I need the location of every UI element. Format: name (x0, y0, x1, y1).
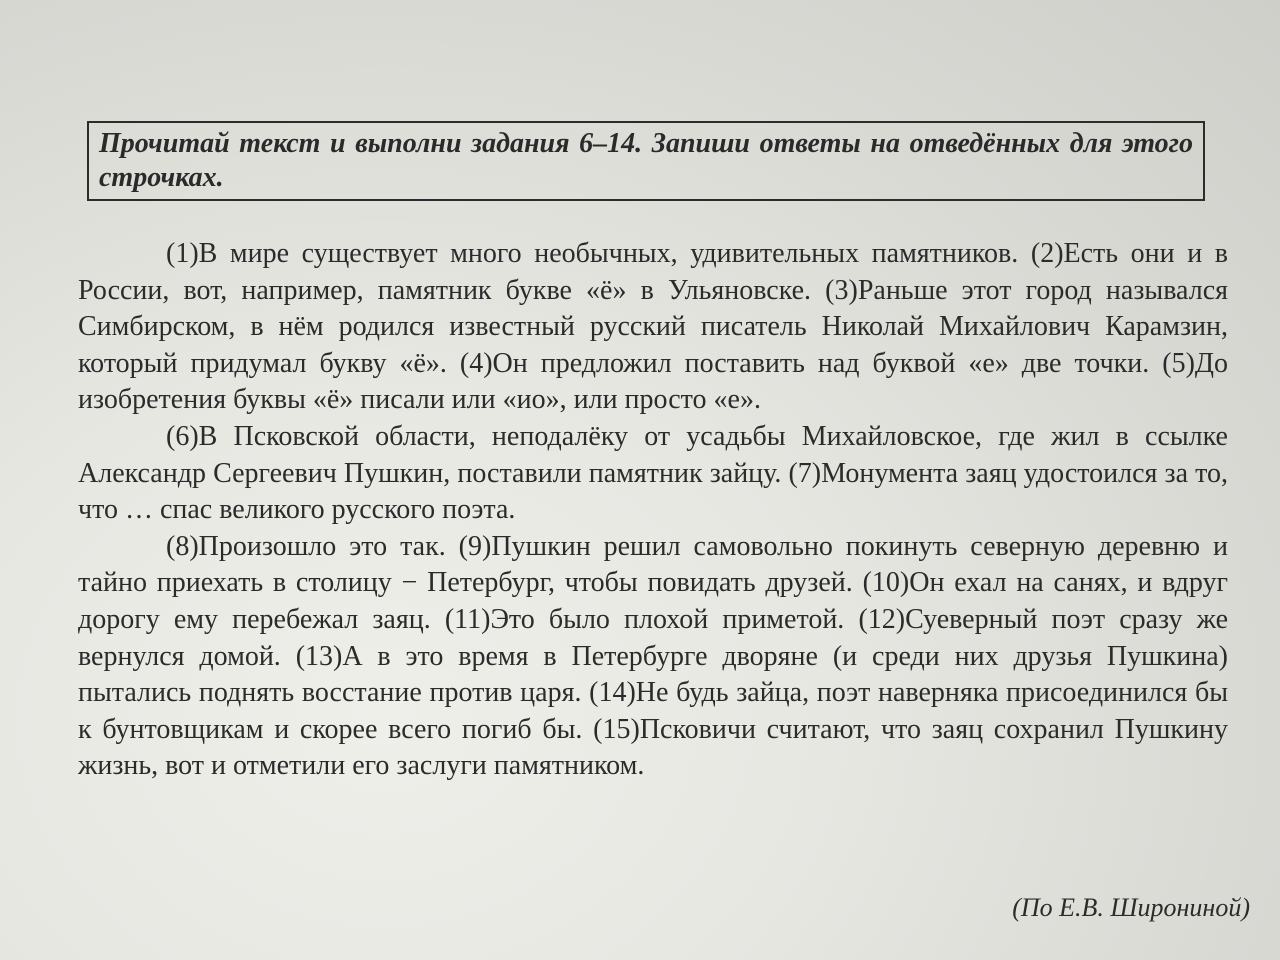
sentence-15: (15)Псковичи считают, что заяц сохранил Пушкину жизнь, вот и отметили его заслуги памятником. (78, 713, 1228, 782)
reading-text (78, 236, 1228, 785)
sentence-13: (13)А в это время в Петербурге дворяне (и среди них друзья Пушкина) пытались поднять восстание против царя. (78, 640, 1229, 709)
sentence-6: (6)В Псковской области, неподалёку от усадьбы Михайловское, где жил в ссылке Александр Сергеевич Пушкин, поставили памятник зайцу. (78, 420, 1228, 489)
sentence-4: (4)Он предложил поставить над буквой «е» две точки. (459, 347, 1150, 379)
sentence-10: (10)Он ехал на санях, и вдруг дорогу ему перебежал заяц. (78, 567, 1229, 635)
paragraph-1 (78, 236, 1228, 419)
paragraph-2 (78, 419, 1228, 529)
paragraph-3 (78, 529, 1228, 785)
sentence-12: (12)Суеверный поэт сразу же вернулся домой. (78, 603, 1229, 672)
source-attribution: (По Е.В. Широниной) (1012, 893, 1250, 922)
sentence-14: (14)Не будь зайца, поэт наверняка присоединился бы к бунтовщикам и скорее всего погиб бы. (78, 677, 1229, 745)
sentence-11: (11)Это было плохой приметой. (444, 603, 845, 635)
sentence-8: (8)Произошло это так. (166, 530, 446, 562)
instruction-text: Прочитай текст и выполни задания 6–14. Запиши ответы на отведённых для этого строчках. (99, 128, 1193, 193)
sentence-7: (7)Монумента заяц удостоился за то, что … спас великого русского поэта. (78, 457, 1229, 526)
sentence-2: (2)Есть они и в России, вот, например, памятник букве «ё» в Ульяновске. (78, 238, 1228, 306)
instruction-box (87, 121, 1205, 201)
sentence-9: (9)Пушкин решил самовольно покинуть северную деревню и тайно приехать в столицу − Петербург, чтобы повидать друзей. (78, 530, 1229, 599)
sentence-1: (1)В мире существует много необычных, удивительных памятников. (166, 238, 1019, 269)
sentence-3: (3)Раньше этот город назывался Симбирском, в нём родился известный русский писатель Николай Михайлович Карамзин, который придумал букву «ё». (78, 274, 1229, 379)
sentence-5: (5)До изобретения буквы «ё» писали или «ио», или просто «е». (78, 347, 1228, 416)
